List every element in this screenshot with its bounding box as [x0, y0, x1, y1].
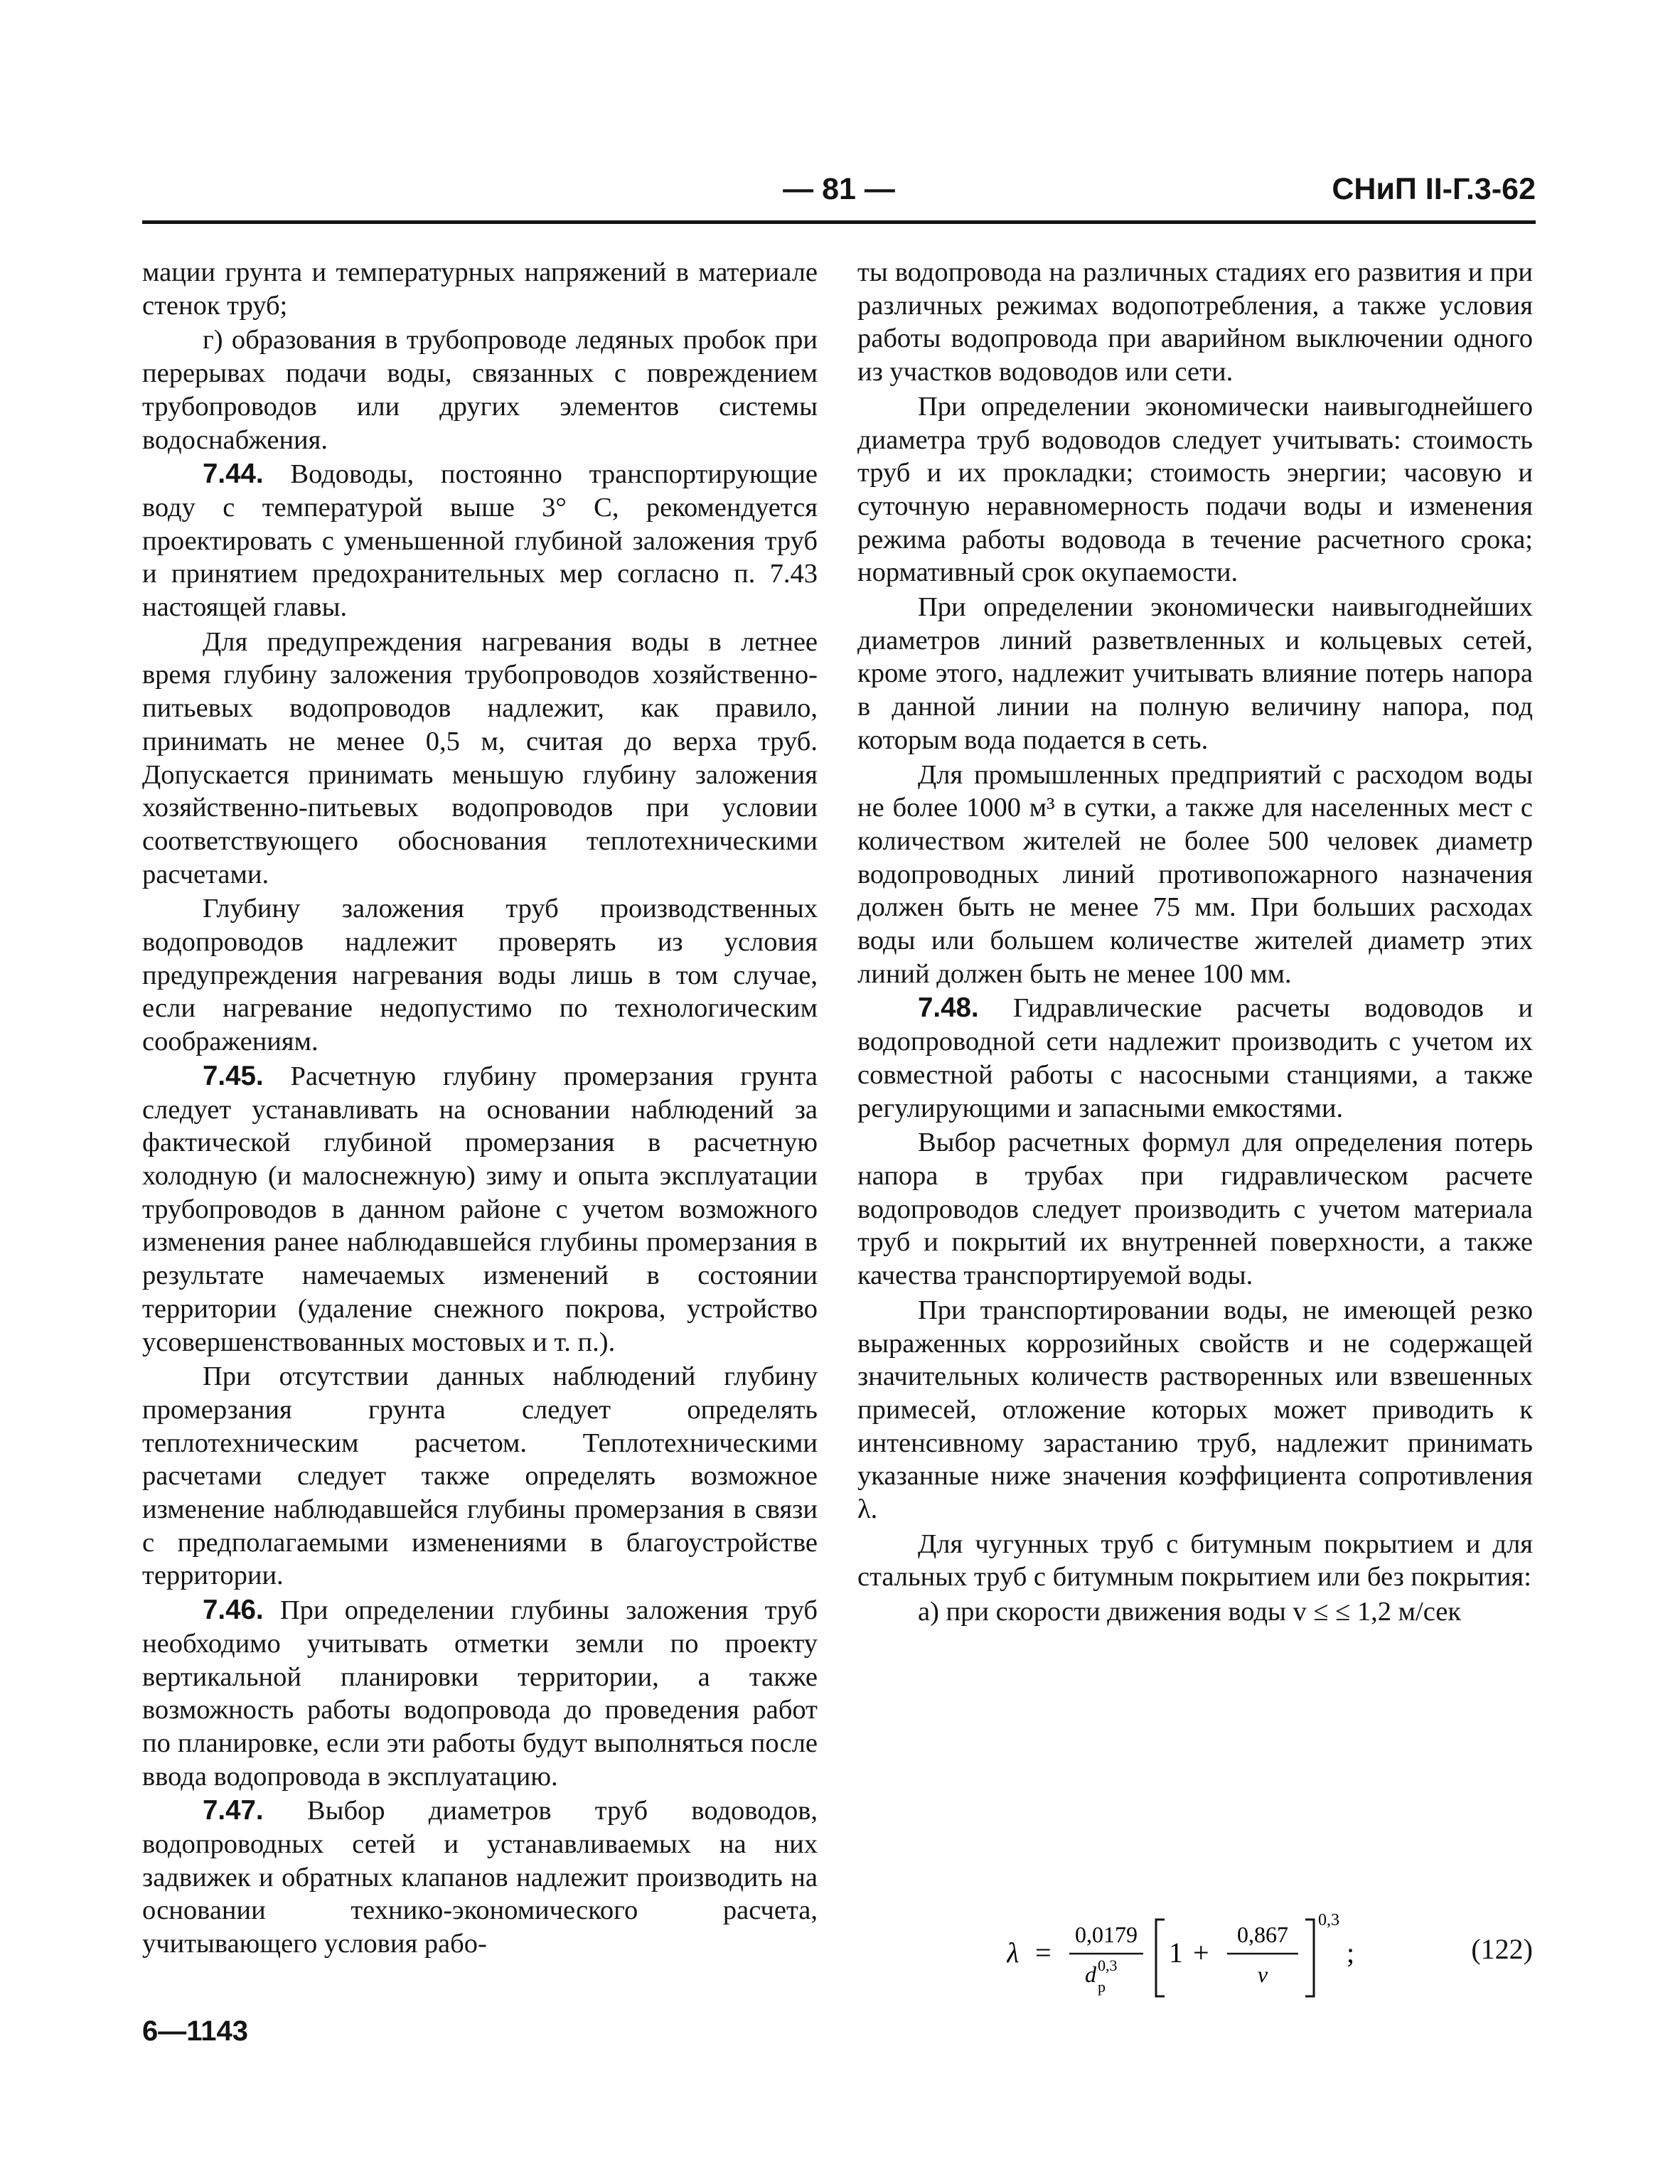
- one: 1: [1169, 1937, 1183, 1969]
- clause-text: Расчетную глубину промерзания грунта следует устанавливать на основании наблюдений за фактической глубиной промерзания в расчетную холодную (и малоснежную) зиму и опыта эксплуатации трубопроводов в данном районе с учетом возможного изменения ранее наблюдавшейся глубины промерзания в результате намечаемых изменений в состоянии территории (удаление снежного покрова, устройство усовершенствованных мостовых и т. п.).: [142, 1061, 818, 1357]
- clause-text: Выбор диаметров труб водоводов, водопроводных сетей и устанавливаемых на них задвижек и обратных клапанов надлежит производить на основании технико-экономического расчета, учитывающего условия рабо-: [142, 1796, 818, 1959]
- right-bracket: [1305, 1920, 1314, 1996]
- paragraph: Для чугунных труб с битумным покрытием и для стальных труб с битумным покрытием или без покрытия:: [857, 1529, 1533, 1592]
- clause-7-48: [857, 992, 1533, 1125]
- semicolon: ;: [1347, 1937, 1355, 1969]
- paragraph: ты водопровода на различных стадиях его развития и при различных режимах водопотребления, а также условия работы водопровода при аварийном выключении одного из участков водоводов или сети.: [857, 257, 1533, 387]
- paragraph: При определении экономически наивыгоднейшего диаметра труб водоводов следует учитывать: стоимость труб и их прокладки; стоимость энергии; часовую и суточную неравномерность подачи воды и изменения режима работы водовода в течение расчетного срока; нормативный срок окупаемости.: [857, 391, 1533, 588]
- paragraph: г) образования в трубопроводе ледяных пробок при перерывах подачи воды, связанных с повреждением трубопроводов или других элементов системы водоснабжения.: [142, 325, 818, 455]
- paragraph: а) при скорости движения воды v ≤ ≤ 1,2 м/сек: [918, 1597, 1462, 1627]
- inner-numerator: 0,867: [1237, 1922, 1288, 1947]
- lambda-symbol: λ: [1007, 1937, 1020, 1969]
- plus-sign: +: [1193, 1937, 1209, 1969]
- right-column: [857, 256, 1533, 1630]
- clause-number: 7.45.: [203, 1060, 264, 1091]
- denominator-exponent: 0,3: [1098, 1956, 1118, 1974]
- formula-number: (122): [1471, 1933, 1533, 1965]
- clause-7-46: [142, 1594, 818, 1793]
- clause-text: Гидравлические расчеты водоводов и водопроводной сети надлежит производить с учетом их совместной работы с насосными станциями, а также регулирующими и запасными емкостями.: [857, 993, 1534, 1123]
- paragraph: Для предупреждения нагревания воды в летнее время глубину заложения трубопроводов хозяйственно-питьевых водопроводов надлежит, как правило, принимать не менее 0,5 м, считая до верха труб. Допускается принимать меньшую глубину заложения хозяйственно-питьевых водопроводов при условии соответствующего обоснования теплотехническими расчетами.: [142, 626, 818, 889]
- paragraph: При транспортировании воды, не имеющей резко выраженных коррозийных свойств и не содержащей значительных количеств растворенных или взвешенных примесей, отложение которых может приводить к интенсивному зарастанию труб, надлежит принимать указанные ниже значения коэффициента сопротивления λ.: [857, 1295, 1533, 1525]
- clause-text: Водоводы, постоянно транспортирующие воду с температурой выше 3° С, рекомендуется проектировать с уменьшенной глубиной заложения труб и принятием предохранительных мер согласно п. 7.43 настоящей главы.: [142, 459, 818, 623]
- coefficient-numerator: 0,0179: [1075, 1922, 1138, 1947]
- clause-text: При определении глубины заложения труб необходимо учитывать отметки земли по проекту вертикальной планировки территории, а также возможность работы водопровода до проведения работ по планировке, если эти работы будут выполняться после ввода водопровода в эксплуатацию.: [142, 1595, 818, 1792]
- left-bracket: [1156, 1920, 1165, 1996]
- page-number: — 81 —: [783, 172, 895, 206]
- outer-exponent: 0,3: [1318, 1911, 1339, 1929]
- paragraph: При отсутствии данных наблюдений глубину промерзания грунта следует определять теплотехническим расчетом. Теплотехническими расчетами следует также определять возможное изменение наблюдавшейся глубины промерзания в связи с предполагаемыми изменениями в благоустройстве территории.: [142, 1361, 818, 1591]
- signature-mark: 6—1143: [142, 2016, 249, 2047]
- clause-number: 7.48.: [918, 992, 979, 1024]
- paragraph: Для промышленных предприятий с расходом воды не более 1000 м³ в сутки, а также для населенных мест с количеством жителей не более 500 человек диаметр водопроводных линий противопожарного назначения должен быть не менее 75 мм. При больших расходах воды или большем количестве жителей диаметр этих линий должен быть не менее 100 мм.: [857, 759, 1533, 989]
- clause-7-45: [142, 1060, 818, 1359]
- denominator-subscript: р: [1098, 1978, 1106, 1996]
- formula-122: [857, 1891, 1533, 2012]
- document-code: СНиП II-Г.3-62: [1332, 172, 1536, 206]
- paragraph: мации грунта и температурных напряжений в материале стенок труб;: [142, 257, 818, 321]
- paragraph: При определении экономически наивыгоднейших диаметров линий разветвленных и кольцевых сетей, кроме этого, надлежит учитывать влияние потерь напора в данной линии на полную величину напора, под которым вода подается в сеть.: [857, 592, 1533, 755]
- paragraph: Выбор расчетных формул для определения потерь напора в трубах при гидравлическом расчете водопроводов следует производить с учетом материала труб и покрытий их внутренней поверхности, а также качества транспортируемой воды.: [857, 1128, 1533, 1291]
- page-header: [142, 171, 1536, 224]
- clause-7-44: [142, 458, 818, 624]
- clause-number: 7.44.: [203, 459, 264, 490]
- formula-expression: [1007, 1891, 1405, 2012]
- clause-7-47: [142, 1794, 818, 1961]
- equals-sign: =: [1035, 1937, 1052, 1969]
- paragraph: Глубину заложения труб производственных водопроводов надлежит проверять из условия предупреждения нагревания воды лишь в том случае, если нагревание недопустимо по технологическим соображениям.: [142, 894, 818, 1057]
- left-column: [142, 256, 818, 1962]
- clause-number: 7.46.: [203, 1595, 264, 1626]
- clause-number: 7.47.: [203, 1795, 264, 1826]
- coefficient-denominator: d: [1085, 1961, 1096, 1987]
- inner-denominator: v: [1257, 1961, 1268, 1987]
